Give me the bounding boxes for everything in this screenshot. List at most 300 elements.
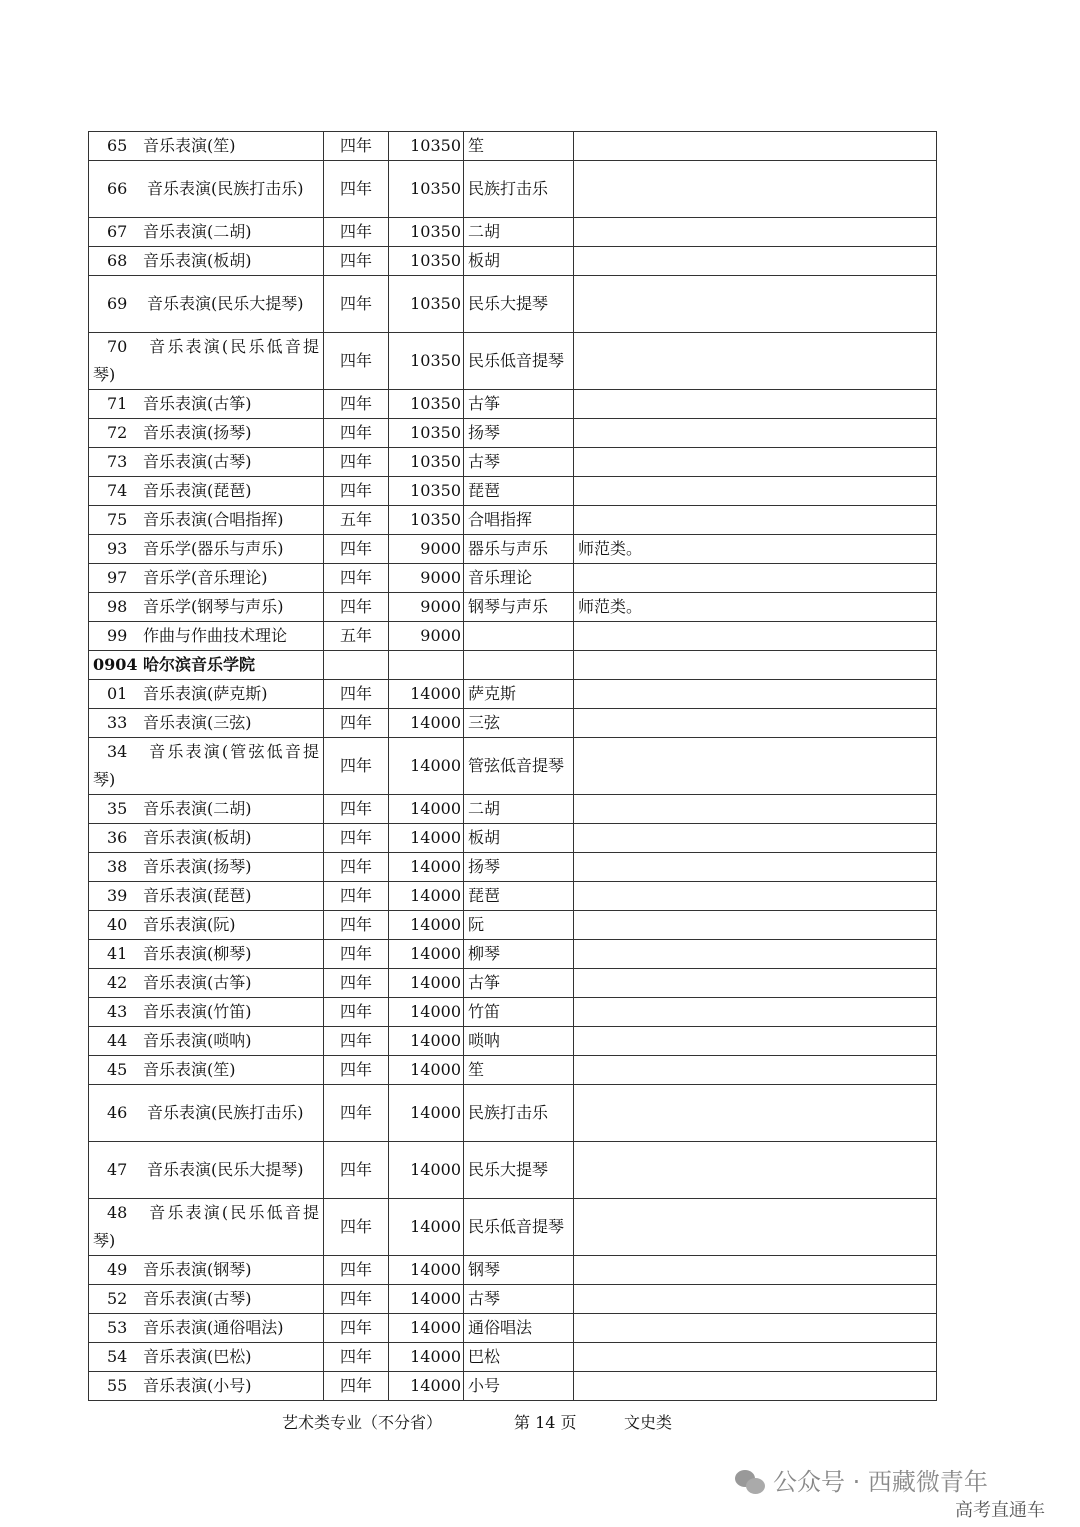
major-name: 音乐表演(古筝) — [143, 394, 252, 413]
major-code: 68 — [107, 251, 128, 270]
subject-cell: 板胡 — [464, 824, 574, 853]
years-cell: 五年 — [324, 622, 389, 651]
table-row — [89, 448, 937, 477]
footer-category: 艺术类专业（不分省） — [282, 1413, 443, 1432]
major-cell — [89, 998, 324, 1027]
note-cell — [574, 738, 937, 795]
fee-cell: 14000 — [389, 1085, 464, 1142]
major-code: 74 — [107, 481, 128, 500]
footer-page-number: 第 14 页 — [514, 1413, 577, 1432]
years-cell: 四年 — [324, 709, 389, 738]
major-cell — [89, 940, 324, 969]
major-name: 音乐表演(二胡) — [143, 799, 252, 818]
major-cell — [89, 564, 324, 593]
major-name: 音乐表演(古琴) — [143, 452, 252, 471]
major-code: 33 — [107, 713, 128, 732]
subject-cell: 扬琴 — [464, 853, 574, 882]
subject-cell: 民乐低音提琴 — [464, 333, 574, 390]
years-cell: 四年 — [324, 390, 389, 419]
table-row — [89, 161, 937, 218]
major-cell — [89, 1142, 324, 1199]
major-cell — [89, 1199, 324, 1256]
subject-cell: 合唱指挥 — [464, 506, 574, 535]
note-cell — [574, 1199, 937, 1256]
major-code: 69 — [107, 294, 128, 313]
fee-cell: 9000 — [389, 622, 464, 651]
table-row — [89, 824, 937, 853]
subject-cell: 唢呐 — [464, 1027, 574, 1056]
subject-cell: 民族打击乐 — [464, 161, 574, 218]
major-code: 65 — [107, 136, 128, 155]
subject-cell: 通俗唱法 — [464, 1314, 574, 1343]
table-row — [89, 535, 937, 564]
note-cell — [574, 1314, 937, 1343]
major-name: 音乐表演(合唱指挥) — [143, 510, 284, 529]
fee-cell: 14000 — [389, 824, 464, 853]
major-name: 音乐表演(小号) — [143, 1376, 252, 1395]
fee-cell: 10350 — [389, 419, 464, 448]
major-cell — [89, 448, 324, 477]
table-row — [89, 1256, 937, 1285]
major-cell — [89, 651, 324, 680]
fee-cell: 10350 — [389, 506, 464, 535]
table-row — [89, 795, 937, 824]
table-row — [89, 969, 937, 998]
fee-cell: 14000 — [389, 709, 464, 738]
major-name: 音乐表演(民乐低音提琴) — [93, 1203, 319, 1250]
subject-cell: 器乐与声乐 — [464, 535, 574, 564]
fee-cell: 14000 — [389, 853, 464, 882]
table-row — [89, 477, 937, 506]
table-row — [89, 390, 937, 419]
note-cell — [574, 448, 937, 477]
fee-cell: 14000 — [389, 1372, 464, 1401]
major-name: 音乐表演(唢呐) — [143, 1031, 252, 1050]
major-cell — [89, 419, 324, 448]
table-row — [89, 1285, 937, 1314]
subject-cell: 音乐理论 — [464, 564, 574, 593]
note-cell — [574, 390, 937, 419]
subject-cell: 板胡 — [464, 247, 574, 276]
years-cell: 四年 — [324, 477, 389, 506]
years-cell: 四年 — [324, 1314, 389, 1343]
subject-cell — [464, 651, 574, 680]
major-name: 音乐表演(民族打击乐) — [147, 1103, 304, 1122]
years-cell: 四年 — [324, 1199, 389, 1256]
fee-cell: 14000 — [389, 1256, 464, 1285]
fee-cell: 14000 — [389, 1314, 464, 1343]
major-name: 音乐表演(扬琴) — [143, 857, 252, 876]
note-cell — [574, 882, 937, 911]
major-name: 音乐表演(二胡) — [143, 222, 252, 241]
table-row — [89, 247, 937, 276]
subject-cell: 笙 — [464, 1056, 574, 1085]
major-code: 35 — [107, 799, 128, 818]
table-row — [89, 738, 937, 795]
table-row — [89, 593, 937, 622]
note-cell: 师范类。 — [574, 535, 937, 564]
years-cell: 四年 — [324, 1285, 389, 1314]
note-cell — [574, 276, 937, 333]
years-cell: 四年 — [324, 882, 389, 911]
subject-cell: 小号 — [464, 1372, 574, 1401]
subject-cell: 竹笛 — [464, 998, 574, 1027]
major-cell — [89, 911, 324, 940]
major-cell — [89, 333, 324, 390]
table-row — [89, 911, 937, 940]
major-name: 音乐表演(巴松) — [143, 1347, 252, 1366]
major-code: 39 — [107, 886, 128, 905]
wechat-icon — [735, 1470, 765, 1494]
major-code: 48 — [107, 1203, 128, 1222]
major-name: 音乐表演(民乐大提琴) — [147, 294, 304, 313]
major-name: 音乐学(器乐与声乐) — [143, 539, 284, 558]
major-cell — [89, 622, 324, 651]
years-cell: 五年 — [324, 506, 389, 535]
table-row — [89, 882, 937, 911]
table-row — [89, 1142, 937, 1199]
years-cell: 四年 — [324, 1372, 389, 1401]
note-cell — [574, 132, 937, 161]
subject-cell: 笙 — [464, 132, 574, 161]
subject-cell: 琵琶 — [464, 882, 574, 911]
years-cell: 四年 — [324, 1343, 389, 1372]
major-cell — [89, 247, 324, 276]
note-cell — [574, 1142, 937, 1199]
fee-cell: 14000 — [389, 1285, 464, 1314]
major-name: 哈尔滨音乐学院 — [143, 655, 256, 674]
subject-cell: 民乐大提琴 — [464, 1142, 574, 1199]
subject-cell: 钢琴 — [464, 1256, 574, 1285]
fee-cell: 10350 — [389, 477, 464, 506]
major-cell — [89, 882, 324, 911]
table-row — [89, 1085, 937, 1142]
table-row — [89, 218, 937, 247]
major-code: 66 — [107, 179, 128, 198]
subject-cell: 古琴 — [464, 1285, 574, 1314]
major-name: 音乐表演(古琴) — [143, 1289, 252, 1308]
years-cell: 四年 — [324, 218, 389, 247]
years-cell: 四年 — [324, 276, 389, 333]
subject-cell: 民族打击乐 — [464, 1085, 574, 1142]
major-code: 47 — [107, 1160, 128, 1179]
major-table — [88, 131, 937, 1401]
major-name: 音乐表演(民乐低音提琴) — [93, 337, 319, 384]
years-cell: 四年 — [324, 940, 389, 969]
major-code: 97 — [107, 568, 128, 587]
major-code: 41 — [107, 944, 128, 963]
major-name: 音乐表演(板胡) — [143, 251, 252, 270]
major-cell — [89, 1372, 324, 1401]
major-cell — [89, 1027, 324, 1056]
major-code: 36 — [107, 828, 128, 847]
table-row — [89, 276, 937, 333]
major-name: 音乐表演(琵琶) — [143, 481, 252, 500]
fee-cell: 10350 — [389, 333, 464, 390]
fee-cell: 14000 — [389, 738, 464, 795]
major-code: 45 — [107, 1060, 128, 1079]
subject-cell: 三弦 — [464, 709, 574, 738]
major-cell — [89, 1085, 324, 1142]
major-code: 01 — [107, 684, 128, 703]
fee-cell: 14000 — [389, 795, 464, 824]
fee-cell — [389, 651, 464, 680]
major-code: 67 — [107, 222, 128, 241]
major-code: 70 — [107, 337, 128, 356]
subject-cell: 古琴 — [464, 448, 574, 477]
note-cell — [574, 853, 937, 882]
note-cell — [574, 1343, 937, 1372]
years-cell: 四年 — [324, 161, 389, 218]
major-cell — [89, 795, 324, 824]
major-code: 42 — [107, 973, 128, 992]
table-row — [89, 333, 937, 390]
table-row — [89, 853, 937, 882]
years-cell: 四年 — [324, 1085, 389, 1142]
years-cell: 四年 — [324, 911, 389, 940]
major-cell — [89, 132, 324, 161]
major-code: 75 — [107, 510, 128, 529]
table-row — [89, 1027, 937, 1056]
major-code: 46 — [107, 1103, 128, 1122]
note-cell — [574, 1085, 937, 1142]
fee-cell: 10350 — [389, 276, 464, 333]
major-cell — [89, 1314, 324, 1343]
years-cell: 四年 — [324, 1256, 389, 1285]
note-cell — [574, 940, 937, 969]
subject-cell: 民乐大提琴 — [464, 276, 574, 333]
major-name: 音乐表演(通俗唱法) — [143, 1318, 284, 1337]
note-cell — [574, 1256, 937, 1285]
fee-cell: 14000 — [389, 680, 464, 709]
major-code: 72 — [107, 423, 128, 442]
major-cell — [89, 1256, 324, 1285]
table-row — [89, 1343, 937, 1372]
note-cell — [574, 247, 937, 276]
note-cell — [574, 911, 937, 940]
subject-cell: 阮 — [464, 911, 574, 940]
fee-cell: 14000 — [389, 998, 464, 1027]
fee-cell: 10350 — [389, 247, 464, 276]
major-code: 53 — [107, 1318, 128, 1337]
fee-cell: 14000 — [389, 969, 464, 998]
subject-cell — [464, 622, 574, 651]
years-cell: 四年 — [324, 564, 389, 593]
subject-cell: 扬琴 — [464, 419, 574, 448]
years-cell: 四年 — [324, 132, 389, 161]
fee-cell: 10350 — [389, 448, 464, 477]
note-cell — [574, 1056, 937, 1085]
major-name: 音乐表演(柳琴) — [143, 944, 252, 963]
note-cell — [574, 564, 937, 593]
note-cell — [574, 477, 937, 506]
fee-cell: 14000 — [389, 1056, 464, 1085]
table-row — [89, 680, 937, 709]
major-cell — [89, 477, 324, 506]
fee-cell: 10350 — [389, 390, 464, 419]
major-name: 音乐表演(三弦) — [143, 713, 252, 732]
table-row — [89, 940, 937, 969]
years-cell: 四年 — [324, 448, 389, 477]
major-cell — [89, 853, 324, 882]
note-cell — [574, 622, 937, 651]
subject-cell: 古筝 — [464, 390, 574, 419]
note-cell — [574, 218, 937, 247]
wechat-attribution — [735, 1468, 988, 1496]
years-cell: 四年 — [324, 738, 389, 795]
years-cell: 四年 — [324, 333, 389, 390]
major-code: 71 — [107, 394, 128, 413]
subject-cell: 民乐低音提琴 — [464, 1199, 574, 1256]
major-code: 54 — [107, 1347, 128, 1366]
major-name: 音乐表演(笙) — [143, 136, 236, 155]
major-code: 98 — [107, 597, 128, 616]
footer-track: 文史类 — [624, 1413, 673, 1432]
note-cell — [574, 1372, 937, 1401]
major-name: 音乐表演(琵琶) — [143, 886, 252, 905]
fee-cell: 14000 — [389, 1027, 464, 1056]
years-cell — [324, 651, 389, 680]
major-code: 49 — [107, 1260, 128, 1279]
major-name: 音乐表演(古筝) — [143, 973, 252, 992]
fee-cell: 10350 — [389, 132, 464, 161]
years-cell: 四年 — [324, 1056, 389, 1085]
years-cell: 四年 — [324, 853, 389, 882]
years-cell: 四年 — [324, 969, 389, 998]
table-row — [89, 419, 937, 448]
subject-cell: 管弦低音提琴 — [464, 738, 574, 795]
major-cell — [89, 276, 324, 333]
major-name: 音乐表演(管弦低音提琴) — [93, 742, 319, 789]
subject-cell: 柳琴 — [464, 940, 574, 969]
note-cell — [574, 969, 937, 998]
table-row — [89, 1199, 937, 1256]
subject-cell: 古筝 — [464, 969, 574, 998]
major-code: 38 — [107, 857, 128, 876]
fee-cell: 10350 — [389, 218, 464, 247]
fee-cell: 14000 — [389, 940, 464, 969]
years-cell: 四年 — [324, 795, 389, 824]
major-cell — [89, 1343, 324, 1372]
fee-cell: 10350 — [389, 161, 464, 218]
major-code: 40 — [107, 915, 128, 934]
subject-cell: 二胡 — [464, 795, 574, 824]
major-cell — [89, 738, 324, 795]
major-name: 音乐学(钢琴与声乐) — [143, 597, 284, 616]
years-cell: 四年 — [324, 824, 389, 853]
note-cell — [574, 651, 937, 680]
years-cell: 四年 — [324, 1142, 389, 1199]
major-cell — [89, 1285, 324, 1314]
subject-cell: 二胡 — [464, 218, 574, 247]
major-code: 99 — [107, 626, 128, 645]
note-cell — [574, 998, 937, 1027]
major-name: 音乐表演(钢琴) — [143, 1260, 252, 1279]
major-code: 44 — [107, 1031, 128, 1050]
note-cell — [574, 824, 937, 853]
major-code: 93 — [107, 539, 128, 558]
years-cell: 四年 — [324, 998, 389, 1027]
note-cell — [574, 1285, 937, 1314]
fee-cell: 14000 — [389, 882, 464, 911]
wechat-overlay-text: 高考直通车 — [955, 1500, 1045, 1521]
major-cell — [89, 1056, 324, 1085]
table-row — [89, 1056, 937, 1085]
years-cell: 四年 — [324, 680, 389, 709]
wechat-label: 公众号 · 西藏微青年 — [773, 1468, 988, 1496]
major-cell — [89, 218, 324, 247]
note-cell — [574, 680, 937, 709]
fee-cell: 14000 — [389, 911, 464, 940]
note-cell — [574, 419, 937, 448]
major-code: 73 — [107, 452, 128, 471]
table-row — [89, 1372, 937, 1401]
major-cell — [89, 709, 324, 738]
major-cell — [89, 535, 324, 564]
major-cell — [89, 680, 324, 709]
major-code: 34 — [107, 742, 128, 761]
subject-cell: 萨克斯 — [464, 680, 574, 709]
major-name: 音乐表演(扬琴) — [143, 423, 252, 442]
major-cell — [89, 390, 324, 419]
fee-cell: 14000 — [389, 1343, 464, 1372]
note-cell: 师范类。 — [574, 593, 937, 622]
fee-cell: 14000 — [389, 1199, 464, 1256]
major-cell — [89, 593, 324, 622]
major-name: 音乐表演(民族打击乐) — [147, 179, 304, 198]
note-cell — [574, 333, 937, 390]
years-cell: 四年 — [324, 247, 389, 276]
major-code: 55 — [107, 1376, 128, 1395]
major-name: 音乐表演(阮) — [143, 915, 236, 934]
major-name: 音乐学(音乐理论) — [143, 568, 268, 587]
fee-cell: 9000 — [389, 535, 464, 564]
major-name: 音乐表演(笙) — [143, 1060, 236, 1079]
school-header-row — [89, 651, 937, 680]
major-code: 52 — [107, 1289, 128, 1308]
years-cell: 四年 — [324, 535, 389, 564]
major-name: 音乐表演(民乐大提琴) — [147, 1160, 304, 1179]
note-cell — [574, 709, 937, 738]
table-row — [89, 998, 937, 1027]
major-name: 音乐表演(竹笛) — [143, 1002, 252, 1021]
major-cell — [89, 506, 324, 535]
major-name: 作曲与作曲技术理论 — [143, 626, 288, 645]
table-row — [89, 1314, 937, 1343]
major-cell — [89, 161, 324, 218]
note-cell — [574, 506, 937, 535]
subject-cell: 巴松 — [464, 1343, 574, 1372]
note-cell — [574, 161, 937, 218]
years-cell: 四年 — [324, 419, 389, 448]
table-row — [89, 506, 937, 535]
fee-cell: 14000 — [389, 1142, 464, 1199]
major-code: 0904 — [93, 655, 138, 674]
major-cell — [89, 824, 324, 853]
note-cell — [574, 795, 937, 824]
table-row — [89, 709, 937, 738]
major-cell — [89, 969, 324, 998]
subject-cell: 钢琴与声乐 — [464, 593, 574, 622]
table-row — [89, 564, 937, 593]
table-row — [89, 132, 937, 161]
table-row — [89, 622, 937, 651]
years-cell: 四年 — [324, 593, 389, 622]
major-name: 音乐表演(萨克斯) — [143, 684, 268, 703]
years-cell: 四年 — [324, 1027, 389, 1056]
fee-cell: 9000 — [389, 564, 464, 593]
major-code: 43 — [107, 1002, 128, 1021]
